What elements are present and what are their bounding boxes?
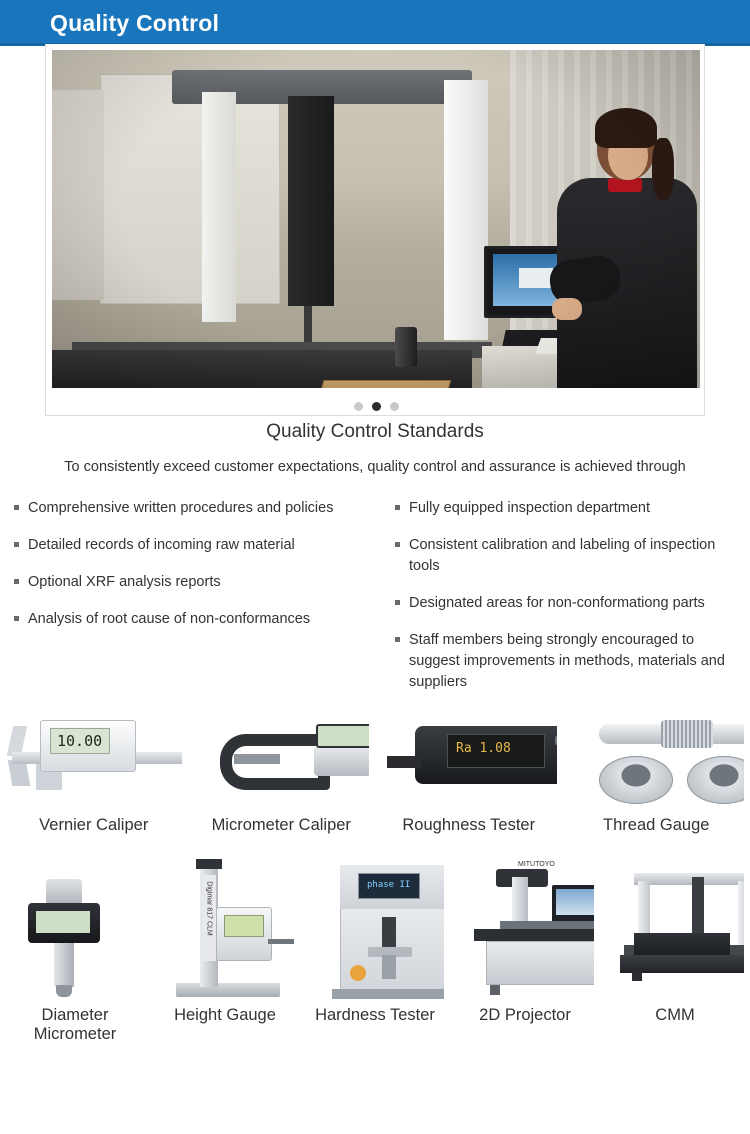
instrument-hardness-tester [300, 855, 450, 1044]
instrument-micrometer-caliper [188, 700, 376, 835]
instrument-label: 2D Projector [479, 1006, 571, 1024]
vernier-caliper-image [6, 700, 182, 810]
bore-gauge-stem [54, 943, 74, 987]
standards-bullets [0, 498, 750, 709]
diameter-micrometer-image [6, 855, 144, 1000]
cmm-image [606, 855, 744, 1000]
bore-gauge-tip [56, 985, 72, 997]
bullet-item: Consistent calibration and labeling of inspection tools [395, 535, 734, 577]
instrument-thread-gauge [563, 700, 750, 835]
bore-gauge-lcd [36, 911, 90, 933]
instrument-label: Vernier Caliper [39, 816, 149, 834]
quality-control-photo [52, 50, 700, 388]
height-gauge-image [156, 855, 294, 1000]
cmm-foot-left [632, 971, 642, 981]
projector-cabinet [486, 941, 594, 985]
roughness-tester-display [447, 734, 545, 768]
bore-gauge-head [46, 879, 82, 905]
hardness-tester-display [358, 873, 420, 899]
standards-title: Quality Control Standards [266, 421, 484, 442]
bullets-left-column [0, 498, 375, 709]
caliper-lcd [50, 728, 110, 754]
instrument-height-gauge [150, 855, 300, 1044]
cmm-bridge-column-right [738, 881, 744, 947]
instrument-label: Hardness Tester [315, 1006, 435, 1024]
cmm-quill [692, 877, 704, 933]
projector-table [474, 929, 594, 941]
projector-caster-left [490, 985, 500, 995]
height-gauge-base [176, 983, 280, 997]
instrument-label: Micrometer Caliper [211, 816, 351, 834]
thread-gauge-image [569, 700, 745, 810]
thread-gauge-handle [661, 720, 713, 748]
roughness-button-1 [555, 736, 557, 745]
instrument-grid-row-2 [0, 855, 750, 1044]
bullet-item: Optional XRF analysis reports [14, 572, 359, 593]
instrument-label: Diameter Micrometer [33, 1006, 117, 1043]
bullet-item: Detailed records of incoming raw material [14, 535, 359, 556]
hardness-tester-brand: phase II [367, 880, 411, 890]
bullet-item: Comprehensive written procedures and policies [14, 498, 359, 519]
instrument-vernier-caliper [0, 700, 188, 835]
slider-dot-3[interactable] [390, 402, 399, 411]
thread-ring-gauge-nogo [687, 756, 745, 804]
micrometer-lcd [316, 724, 370, 748]
bullet-item: Staff members being strongly encouraged to suggest improvements in methods, materials and suppliers [395, 630, 734, 693]
page-header [0, 0, 750, 46]
image-slider[interactable] [45, 44, 705, 416]
projector-monitor-screen [556, 889, 594, 915]
hardness-tester-indenter [382, 917, 396, 947]
instrument-label: Roughness Tester [402, 816, 536, 834]
instrument-grid-row-1 [0, 700, 750, 835]
bullet-item: Designated areas for non-conformationg parts [395, 593, 734, 614]
instrument-label: Thread Gauge [603, 816, 710, 834]
height-gauge-lcd [224, 915, 264, 937]
instrument-roughness-tester [375, 700, 563, 835]
height-gauge-brand-text: Digimar 817 CLM [205, 881, 213, 936]
height-gauge-scriber [268, 939, 294, 944]
instrument-cmm [600, 855, 750, 1044]
slider-dot-2[interactable] [372, 402, 381, 411]
roughness-readout: Ra 1.08 [456, 741, 511, 756]
height-gauge-brand-strip [202, 875, 216, 961]
caliper-readout: 10.00 [57, 732, 103, 750]
slider-dots[interactable] [46, 402, 706, 411]
roughness-tester-image [381, 700, 557, 810]
page-title: Quality Control [50, 10, 220, 36]
hardness-tester-knob [350, 965, 366, 981]
hardness-tester-image [306, 855, 444, 1000]
thread-ring-gauge-go [599, 756, 673, 804]
bullet-item: Fully equipped inspection department [395, 498, 734, 519]
micrometer-image [194, 700, 370, 810]
instrument-label: CMM [655, 1006, 695, 1024]
bullet-item: Analysis of root cause of non-conformances [14, 609, 359, 630]
standards-subtitle: To consistently exceed customer expectations, quality control and assurance is achieved through [64, 459, 686, 475]
roughness-tester-probe [387, 756, 421, 768]
instrument-label: Height Gauge [174, 1006, 276, 1024]
instrument-2d-projector [450, 855, 600, 1044]
height-gauge-column-cap [196, 859, 222, 869]
projector-brand: MITUTOYO [518, 861, 555, 868]
cmm-bridge-beam [634, 873, 744, 885]
micrometer-barrel [314, 746, 370, 776]
bullets-right-column [375, 498, 750, 709]
hardness-tester-screw [382, 955, 396, 979]
slider-dot-1[interactable] [354, 402, 363, 411]
instrument-diameter-micrometer [0, 855, 150, 1044]
hardness-tester-foot [332, 989, 444, 999]
micrometer-anvil [234, 754, 280, 764]
photo-vignette [52, 50, 700, 388]
projector-image [456, 855, 594, 1000]
